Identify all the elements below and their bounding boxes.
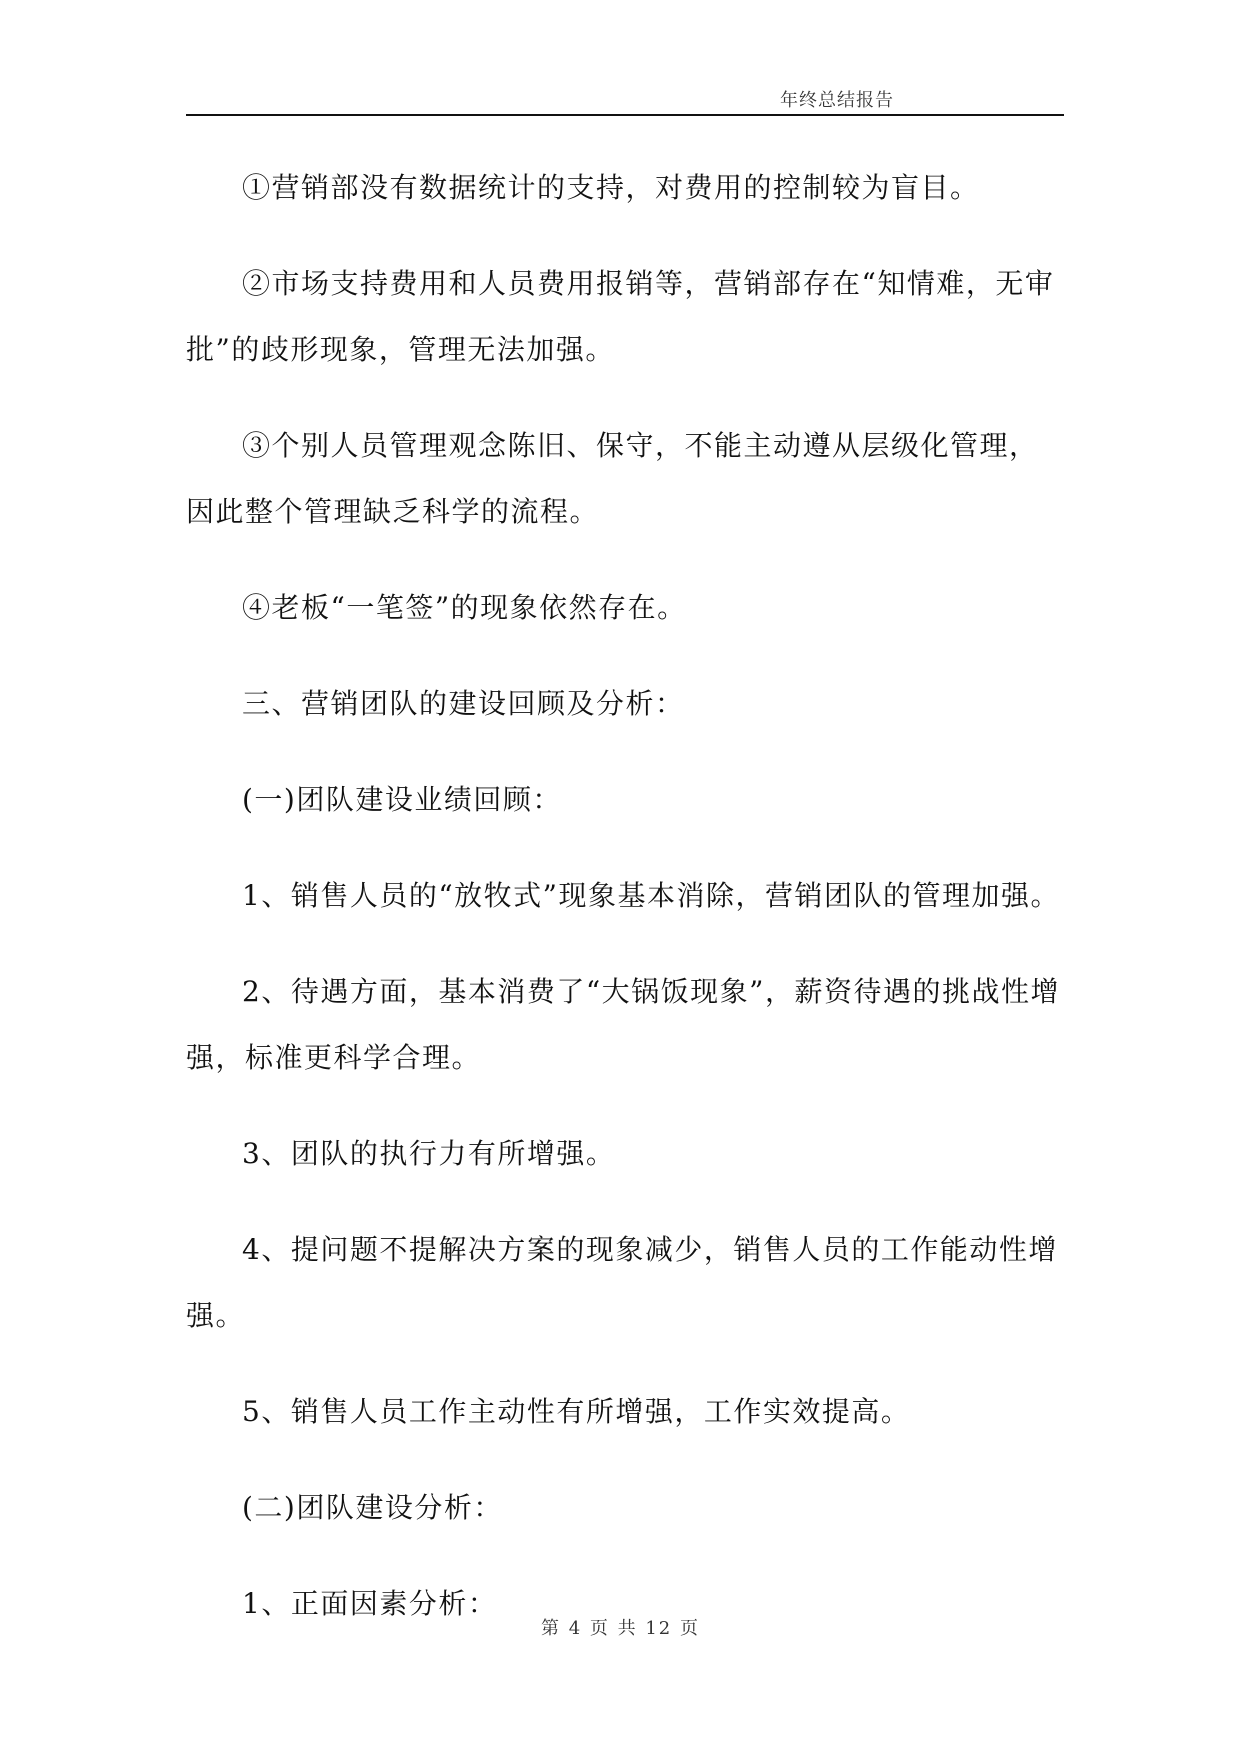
paragraph: 1、正面因素分析： bbox=[242, 1587, 498, 1620]
paragraph: ①营销部没有数据统计的支持，对费用的控制较为盲目。 bbox=[242, 171, 980, 204]
paragraph: ④老板“一笔签”的现象依然存在。 bbox=[242, 591, 687, 624]
paragraph: ③个别人员管理观念陈旧、保守，不能主动遵从层级化管理，因此整个管理缺乏科学的流程。 bbox=[186, 429, 1039, 528]
paragraph: ②市场支持费用和人员费用报销等，营销部存在“知情难，无审批”的歧形现象，管理无法加强。 bbox=[186, 267, 1055, 366]
header-divider bbox=[186, 114, 1064, 116]
paragraph: 5、销售人员工作主动性有所增强，工作实效提高。 bbox=[242, 1395, 911, 1428]
section-heading: 三、营销团队的建设回顾及分析： bbox=[242, 687, 685, 720]
paragraph: 2、待遇方面，基本消费了“大锅饭现象”，薪资待遇的挑战性增强，标准更科学合理。 bbox=[186, 975, 1060, 1074]
subsection-heading: (一)团队建设业绩回顾： bbox=[242, 783, 562, 816]
page-header bbox=[186, 86, 1064, 116]
paragraph: 3、团队的执行力有所增强。 bbox=[242, 1137, 616, 1170]
page-number-footer: 第 4 页 共 12 页 bbox=[541, 1618, 700, 1639]
subsection-heading: (二)团队建设分析： bbox=[242, 1491, 503, 1524]
paragraph: 4、提问题不提解决方案的现象减少，销售人员的工作能动性增强。 bbox=[186, 1233, 1058, 1332]
header-title: 年终总结报告 bbox=[780, 90, 894, 111]
document-body bbox=[186, 155, 1064, 1667]
paragraph: 1、销售人员的“放牧式”现象基本消除，营销团队的管理加强。 bbox=[242, 879, 1060, 912]
